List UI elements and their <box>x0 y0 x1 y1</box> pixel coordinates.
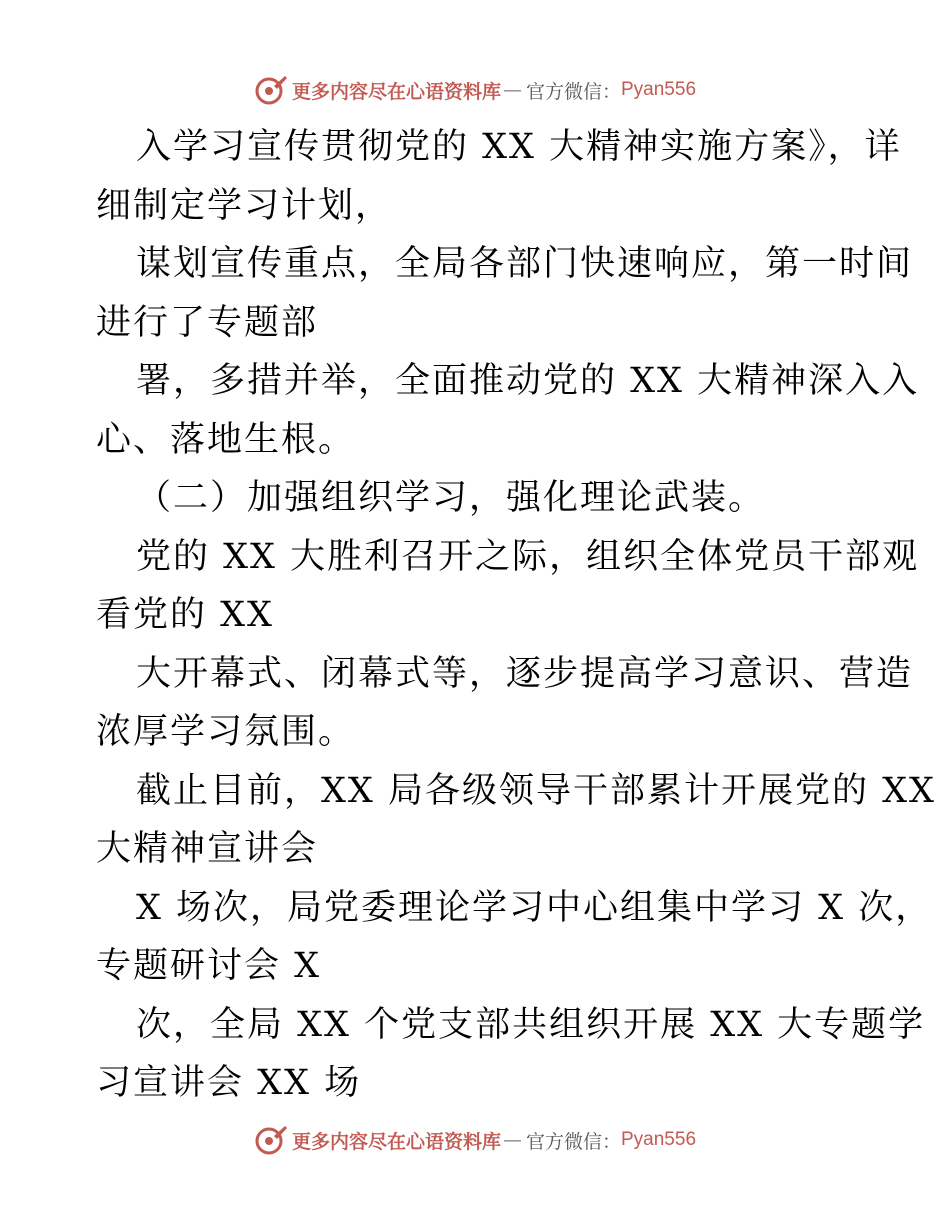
text-line: 习宣讲会 XX 场 <box>96 1063 362 1103</box>
watermark-contact-id: Pyan556 <box>621 79 697 100</box>
watermark-separator: — <box>502 1129 522 1151</box>
paragraph <box>96 235 914 352</box>
text-line: 专题研讨会 X <box>96 946 322 986</box>
document-body <box>96 118 936 1113</box>
text-line: 细制定学习计划， <box>96 185 393 226</box>
paragraph <box>96 879 933 996</box>
paragraph <box>96 528 920 645</box>
text-line: 浓厚学习氛围。 <box>96 712 356 752</box>
text-line: X 场次，局党委理论学习中心组集中学习 X 次， <box>136 887 933 928</box>
watermark-contact-label: 官方微信： <box>525 1130 621 1153</box>
text-line: （二）加强组织学习，强化理论武装。 <box>136 478 766 518</box>
text-line: 党的 XX 大胜利召开之际，组织全体党员干部观 <box>136 536 920 577</box>
text-line: 大开幕式、闭幕式等，逐步提高学习意识、营造 <box>136 653 914 694</box>
pen-logo-icon <box>254 73 288 107</box>
text-line: 谋划宣传重点，全局各部门快速响应，第一时间 <box>136 244 914 284</box>
paragraph <box>96 645 914 762</box>
paragraph <box>96 762 936 879</box>
header-watermark <box>0 70 950 110</box>
watermark-contact-label: 官方微信： <box>525 80 621 103</box>
text-line: 进行了专题部 <box>96 302 319 343</box>
paragraph <box>96 118 902 235</box>
text-line: 截止目前，XX 局各级领导干部累计开展党的 XX <box>136 770 936 811</box>
text-line: 署，多措并举，全面推动党的 XX 大精神深入入 <box>136 361 920 401</box>
text-line: 大精神宣讲会 <box>96 829 319 869</box>
text-line: 看党的 XX <box>96 595 274 635</box>
text-line: 次，全局 XX 个党支部共组织开展 XX 大专题学 <box>136 1004 926 1045</box>
watermark-text: 更多内容尽在心语资料库 <box>291 1130 501 1153</box>
text-line: 入学习宣传贯彻党的 XX 大精神实施方案》，详 <box>136 127 902 167</box>
text-line: 心、落地生根。 <box>96 419 356 460</box>
paragraph <box>96 352 920 469</box>
watermark-text: 更多内容尽在心语资料库 <box>291 80 501 103</box>
section-heading <box>96 469 856 528</box>
paragraph <box>96 996 926 1113</box>
pen-logo-icon <box>254 1123 288 1157</box>
watermark-contact-id: Pyan556 <box>621 1129 697 1150</box>
watermark-separator: — <box>502 79 522 101</box>
footer-watermark <box>0 1120 950 1160</box>
